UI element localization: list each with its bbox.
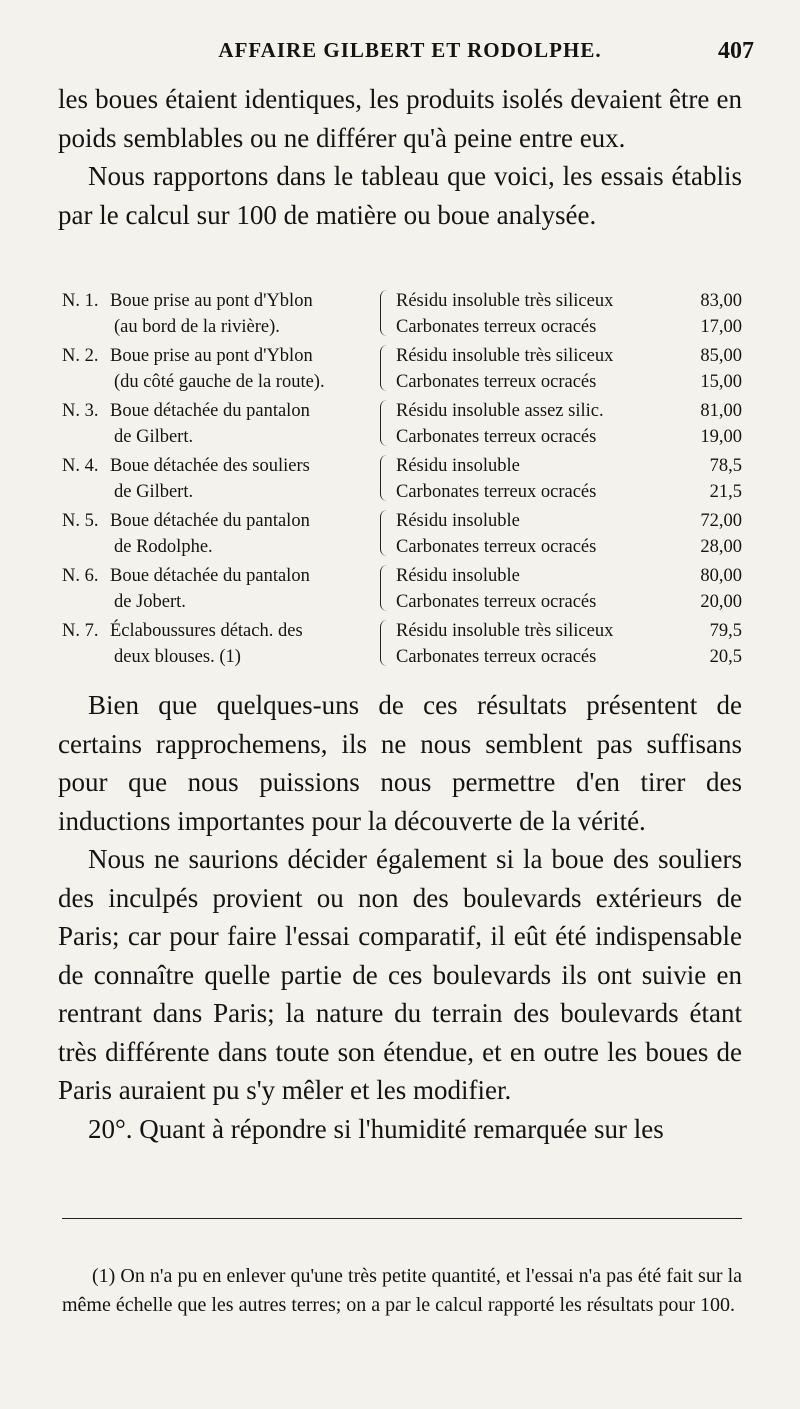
result-value: 19,00 [700,427,742,447]
result-value: 85,00 [700,346,742,366]
sample-description: (du côté gauche de la route). [114,372,325,392]
result-label: Résidu insoluble très siliceux [396,291,614,311]
sample-description: Boue détachée des souliers [110,456,310,476]
result-label: Résidu insoluble [396,456,520,476]
table-entry [62,618,742,673]
sample-description: de Jobert. [114,592,186,612]
paragraph: 20°. Quant à répondre si l'humidité remarquée sur les [88,1113,664,1144]
result-label: Carbonates terreux ocracés [396,372,597,392]
paragraph: les boues étaient identiques, les produits isolés devaient être en poids semblables ou ne différer qu'à peine entre eux. [58,84,742,153]
table-entry [62,563,742,618]
result-label: Carbonates terreux ocracés [396,647,597,667]
sample-number: N. 6. [62,566,99,586]
table-row [62,508,742,535]
result-value: 78,5 [709,456,742,476]
result-label: Carbonates terreux ocracés [396,427,597,447]
result-value: 81,00 [700,401,742,421]
result-value: 79,5 [709,621,742,641]
result-label: Résidu insoluble assez silic. [396,401,604,421]
sample-number: N. 5. [62,511,99,531]
sample-description: de Rodolphe. [114,537,213,557]
result-label: Carbonates terreux ocracés [396,592,597,612]
table-row [62,618,742,645]
footnote: (1) On n'a pu en enlever qu'une très petite quantité, et l'essai n'a pas été fait sur la même échelle que les autres terres; on a par le calcul rapporté les résultats pour 100. [62,1265,742,1316]
table-row [62,534,742,561]
table-row [62,563,742,590]
sample-description: Boue prise au pont d'Yblon [110,291,313,311]
table-row [62,424,742,451]
table-row [62,398,742,425]
table-row [62,453,742,480]
table-row [62,288,742,315]
body-text-bottom [58,686,742,1148]
table-entry [62,398,742,453]
footnote-rule [62,1218,742,1219]
sample-number: N. 4. [62,456,99,476]
result-label: Carbonates terreux ocracés [396,317,597,337]
table-row [62,343,742,370]
result-label: Résidu insoluble très siliceux [396,621,614,641]
sample-number: N. 1. [62,291,99,311]
result-value: 83,00 [700,291,742,311]
table-entry [62,453,742,508]
results-table [62,288,742,673]
table-entry [62,343,742,398]
sample-description: de Gilbert. [114,482,194,502]
page-number: 407 [718,38,754,64]
table-row [62,479,742,506]
result-value: 72,00 [700,511,742,531]
sample-description: Boue détachée du pantalon [110,511,310,531]
table-row [62,369,742,396]
sample-description: deux blouses. (1) [114,647,241,667]
result-label: Carbonates terreux ocracés [396,537,597,557]
result-value: 15,00 [700,372,742,392]
result-value: 20,00 [700,592,742,612]
result-value: 20,5 [709,647,742,667]
running-head [60,38,760,68]
result-value: 21,5 [709,482,742,502]
sample-number: N. 3. [62,401,99,421]
result-value: 17,00 [700,317,742,337]
body-text-top [58,80,742,234]
paragraph: Nous rapportons dans le tableau que voici, les essais établis par le calcul sur 100 de matière ou boue analysée. [58,161,742,230]
sample-description: Boue détachée du pantalon [110,566,310,586]
result-value: 28,00 [700,537,742,557]
sample-description: (au bord de la rivière). [114,317,280,337]
sample-number: N. 7. [62,621,99,641]
table-row [62,314,742,341]
running-title: AFFAIRE GILBERT ET RODOLPHE. [218,38,602,62]
sample-description: Boue prise au pont d'Yblon [110,346,313,366]
paragraph: Bien que quelques-uns de ces résultats présentent de certains rapprochemens, ils ne nous semblent pas suffisans pour que nous puissions nous permettre d'en tirer des inductions importantes pour la découverte de la vérité. [58,690,742,836]
table-entry [62,508,742,563]
sample-number: N. 2. [62,346,99,366]
paragraph: Nous ne saurions décider également si la boue des souliers des inculpés provient ou non des boulevards extérieurs de Paris; car pour faire l'essai comparatif, il eût été indispensable de connaître quelle partie de ces boulevards ils ont suivie en rentrant dans Paris; la nature du terrain des boulevards étant très différente dans toute son étendue, et en outre les boues de Paris auraient pu s'y mêler et les modifier. [58,844,742,1105]
result-label: Carbonates terreux ocracés [396,482,597,502]
result-label: Résidu insoluble très siliceux [396,346,614,366]
table-entry [62,288,742,343]
table-row [62,644,742,671]
result-value: 80,00 [700,566,742,586]
sample-description: Éclaboussures détach. des [110,621,303,641]
sample-description: de Gilbert. [114,427,194,447]
table-row [62,589,742,616]
result-label: Résidu insoluble [396,511,520,531]
result-label: Résidu insoluble [396,566,520,586]
sample-description: Boue détachée du pantalon [110,401,310,421]
